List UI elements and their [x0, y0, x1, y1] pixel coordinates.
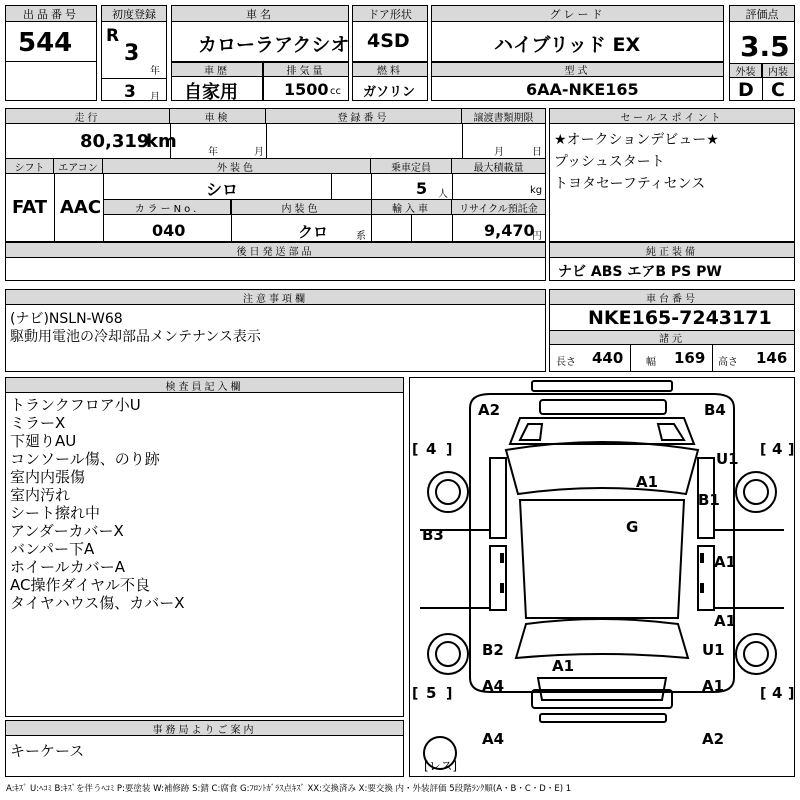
length-label: 長さ [556, 357, 576, 368]
tread-rr-bracket-l: [ [760, 686, 767, 702]
damage-mark: A1 [714, 553, 737, 571]
damage-mark: U1 [702, 641, 725, 659]
recycle-label: リサイクル預託金 [452, 200, 545, 215]
inspector-note: 下廻りAU [10, 432, 77, 450]
history-box [171, 62, 263, 101]
displacement-box [263, 62, 349, 101]
first-registration-label: 初度登録 [102, 6, 166, 22]
sales-line-2: プッシュスタート [554, 154, 665, 170]
interior-label: 内装 [762, 64, 794, 78]
tread-rr-bracket-r: ] [788, 686, 794, 702]
damage-mark: A1 [636, 473, 659, 491]
score: 3.5 [740, 30, 790, 63]
mileage: 80,319 [80, 131, 150, 152]
damage-mark: B3 [422, 526, 444, 544]
tread-rear-left: 5 [426, 684, 437, 702]
color-no: 040 [152, 221, 186, 240]
displacement-unit: cc [330, 86, 341, 97]
notes-box [5, 289, 546, 372]
sales-line-3: トヨタセーフティセンス [554, 176, 706, 192]
inspection-month-unit: 月 [254, 147, 264, 158]
registration-month: 3 [124, 82, 136, 102]
displacement-label: 排気量 [264, 63, 348, 77]
door-type: 4SD [367, 30, 410, 52]
tread-fl-bracket-r: ] [446, 442, 453, 458]
max-load-unit: kg [530, 185, 543, 196]
damage-mark: A1 [552, 657, 575, 675]
dims-label: 諸元 [550, 330, 794, 345]
displacement: 1500 [284, 80, 329, 99]
ac-label: エアコン [54, 159, 103, 174]
damage-mark: A4 [482, 677, 505, 695]
grade-label: グレード [432, 6, 723, 22]
shift: FAT [12, 197, 48, 218]
lot-number: 544 [18, 28, 73, 58]
model-label: 型式 [432, 63, 723, 77]
inspection-year-unit: 年 [208, 147, 218, 158]
int-color-label: 内装色 [231, 200, 371, 215]
damage-mark: B4 [704, 401, 726, 419]
width-label: 幅 [646, 357, 656, 368]
shift-label: シフト [6, 159, 54, 174]
inspector-note: トランクフロア小U [10, 396, 141, 414]
door-box [352, 5, 428, 62]
inspection-label: 車検 [170, 109, 266, 124]
recycle-unit: 円 [532, 231, 542, 242]
sales-points-label: セールスポイント [550, 109, 794, 124]
chassis-label: 車台番号 [550, 290, 794, 305]
transfer-deadline-label: 譲渡書類期限 [462, 109, 545, 124]
later-parts-label: 後日発送部品 [6, 243, 545, 258]
damage-mark: A2 [702, 730, 725, 748]
damage-mark: B1 [698, 491, 720, 509]
inspector-label: 検査員記入欄 [6, 378, 403, 393]
fuel: ガソリン [363, 85, 416, 100]
inspector-note: 室内汚れ [10, 486, 71, 504]
mileage-label: 走行 [6, 109, 170, 124]
tread-fl-bracket-l: [ [412, 442, 419, 458]
spare-tire-status: [レス] [424, 759, 458, 773]
fuel-box [352, 62, 428, 101]
plate-label: 登録番号 [266, 109, 462, 124]
inspector-note: 室内内張傷 [10, 468, 86, 486]
exterior-score: D [738, 79, 754, 101]
sales-points-box [549, 108, 795, 242]
ext-color: シロ [206, 180, 239, 199]
tread-front-left: 4 [426, 440, 437, 458]
equipment: ナビ ABS エアB PS PW [558, 264, 722, 280]
car-name-box [171, 5, 349, 62]
length: 440 [592, 349, 624, 367]
door-label: ドア形状 [353, 6, 427, 22]
chassis-box [549, 289, 795, 372]
equipment-label: 純正装備 [550, 243, 794, 258]
damage-mark: A1 [714, 612, 737, 630]
damage-mark: A4 [482, 730, 505, 748]
width: 169 [674, 349, 706, 367]
height-label: 高さ [718, 357, 738, 368]
damage-mark: U1 [716, 450, 739, 468]
equipment-box [549, 242, 795, 281]
inspector-note: タイヤハウス傷、カバーX [10, 594, 185, 612]
ac-type: AAC [60, 197, 102, 218]
int-color-unit: 系 [356, 231, 366, 242]
recycle-fee: 9,470 [484, 221, 535, 240]
tread-rear-right: 4 [772, 684, 783, 702]
year-unit: 年 [150, 66, 160, 77]
model-code: 6AA-NKE165 [526, 80, 639, 99]
damage-mark: A2 [478, 401, 501, 419]
interior-score: C [771, 79, 785, 101]
notes-line-1: (ナビ)NSLN-W68 [10, 311, 123, 327]
car-diagram-box [409, 377, 795, 777]
month-unit: 月 [150, 92, 160, 103]
office-note: キーケース [10, 742, 85, 760]
office-box [5, 720, 404, 777]
model-box [431, 62, 724, 101]
car-name-label: 車名 [172, 6, 348, 22]
transfer-day-unit: 日 [532, 147, 542, 158]
tread-fr-bracket-l: [ [760, 442, 767, 458]
legend: A:ｷｽﾞ U:ﾍｺﾐ B:ｷｽﾞを伴うﾍｺﾐ P:要塗装 W:補修跡 S:錆 C:腐食 G:ﾌﾛﾝﾄｶﾞﾗｽ点ｷｽﾞ XX:交換済み X:要交換 内・外装評価 5段階ﾗﾝｸ順(A・B・C・D・E) 1 [6, 784, 572, 794]
car-diagram [410, 378, 794, 776]
tread-front-right: 4 [772, 440, 783, 458]
chassis-number: NKE165-7243171 [588, 307, 772, 329]
tread-rl-bracket-r: ] [446, 686, 453, 702]
lot-number-label: 出品番号 [6, 6, 96, 22]
capacity: 5 [416, 179, 428, 198]
ext-color-label: 外装色 [103, 159, 371, 174]
office-label: 事務局よりご案内 [6, 721, 403, 736]
registration-year: 3 [124, 41, 140, 66]
int-color: クロ [298, 223, 329, 241]
transfer-month-unit: 月 [494, 147, 504, 158]
grade: ハイブリッド EX [494, 34, 641, 56]
era: R [106, 26, 120, 46]
history: 自家用 [184, 82, 238, 103]
import-label: 輸入車 [372, 200, 452, 215]
tread-rl-bracket-l: [ [412, 686, 419, 702]
mileage-unit: km [146, 131, 177, 152]
car-name: カローラアクシオ [198, 34, 350, 56]
score-box [729, 5, 795, 101]
inspector-note: AC操作ダイヤル不良 [10, 576, 151, 594]
lot-number-box [5, 5, 97, 101]
capacity-unit: 人 [438, 189, 448, 200]
first-registration-box [101, 5, 167, 101]
inspector-note: バンパー下A [10, 540, 95, 558]
grade-box [431, 5, 724, 62]
notes-line-2: 駆動用電池の冷却部品メンテナンス表示 [10, 329, 261, 345]
exterior-label: 外装 [730, 64, 762, 78]
damage-mark: B2 [482, 641, 504, 659]
capacity-label: 乗車定員 [371, 159, 452, 174]
inspector-note: シート擦れ中 [10, 504, 101, 522]
fuel-label: 燃料 [353, 63, 427, 77]
later-parts-box [5, 242, 546, 281]
height: 146 [756, 349, 788, 367]
tread-fr-bracket-r: ] [788, 442, 794, 458]
inspector-note: ホイールカバーA [10, 558, 125, 576]
inspector-note: アンダーカバーX [10, 522, 124, 540]
score-label: 評価点 [730, 6, 794, 22]
notes-label: 注意事項欄 [6, 290, 545, 305]
damage-mark: G [626, 518, 639, 536]
damage-mark: A1 [702, 677, 725, 695]
vehicle-info-box [5, 108, 546, 242]
sales-line-1: ★オークションデビュー★ [554, 132, 719, 148]
history-label: 車歴 [172, 63, 262, 77]
max-load-label: 最大積載量 [452, 159, 545, 174]
inspector-note: ミラーX [10, 414, 66, 432]
inspector-box [5, 377, 404, 717]
color-no-label: カラーNo. [104, 200, 231, 215]
inspector-note: コンソール傷、のり跡 [10, 450, 160, 468]
spare-tire-value: レス [428, 759, 453, 773]
